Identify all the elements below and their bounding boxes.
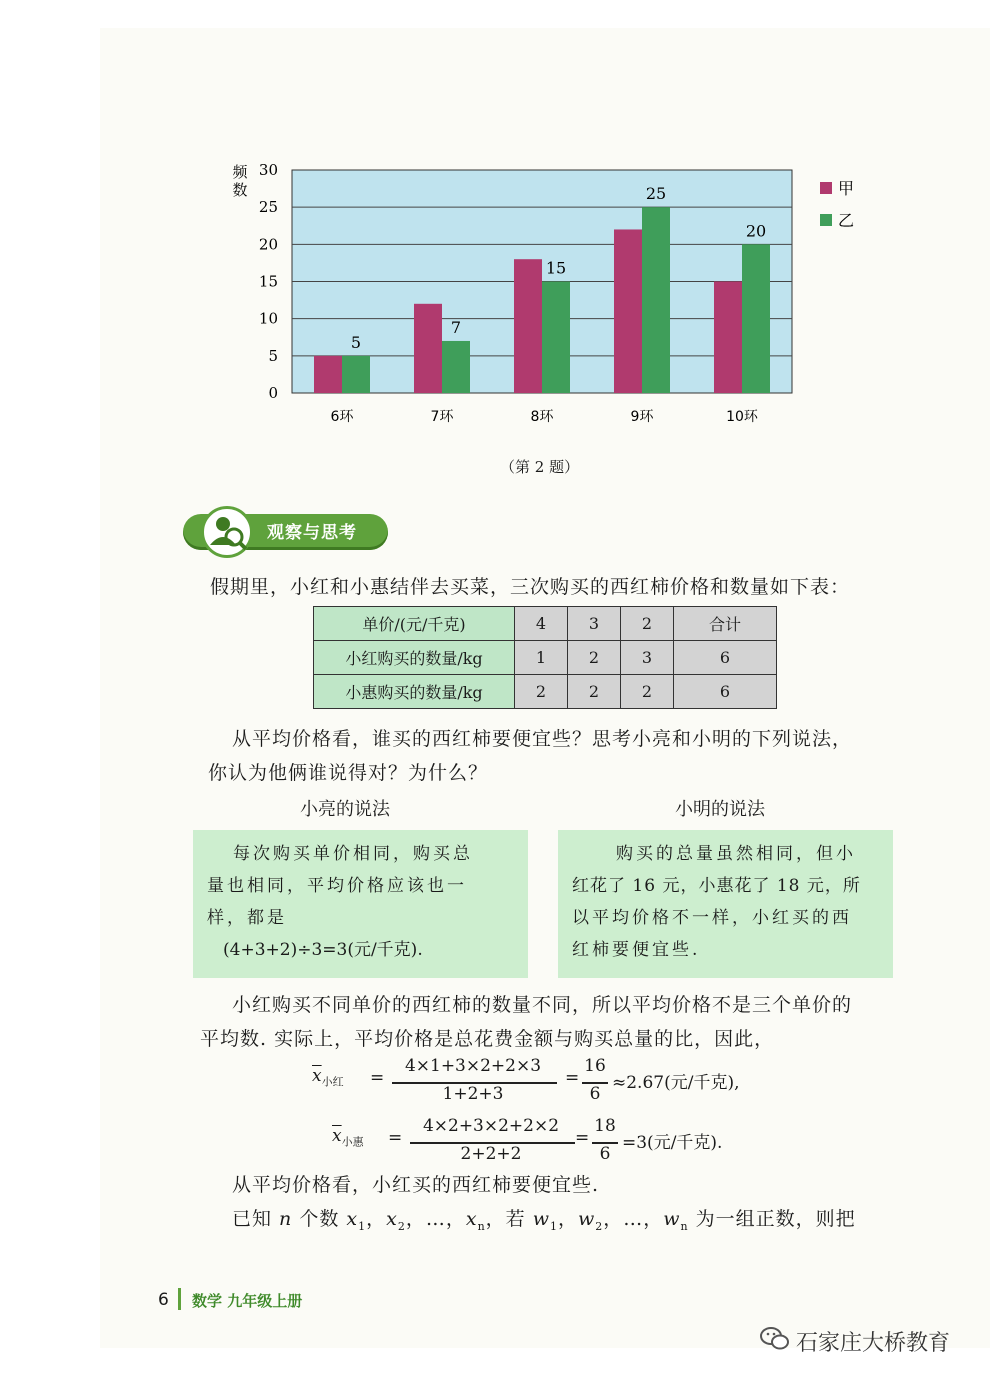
table-cell: 2 <box>621 675 674 709</box>
figure-caption: （第 2 题） <box>500 458 580 476</box>
page-number: 6 <box>158 1290 169 1310</box>
y-tick-label: 10 <box>258 309 278 328</box>
table-cell: 6 <box>674 675 777 709</box>
section-title: 观察与思考 <box>267 523 357 543</box>
bar-jia <box>314 356 342 393</box>
legend-swatch <box>820 214 832 226</box>
table-cell: 3 <box>568 607 621 641</box>
table-cell: 2 <box>515 675 568 709</box>
bar-jia <box>514 259 542 393</box>
y-axis-label: 数 <box>232 181 248 199</box>
data-label: 7 <box>450 317 462 337</box>
table-row <box>314 641 777 675</box>
numerator: 4×2+3×2+2×2 <box>422 1116 560 1136</box>
result: ≈2.67(元/千克), <box>612 1073 740 1093</box>
bar-yi <box>442 341 470 393</box>
denominator: 6 <box>599 1144 611 1164</box>
magnifier-person-icon <box>201 506 253 558</box>
bar-jia <box>714 282 742 394</box>
table-row <box>314 607 777 641</box>
table-cell: 4 <box>515 607 568 641</box>
y-tick-label: 15 <box>258 272 278 291</box>
opinion-line: 红花了 16 元，小惠花了 18 元，所 <box>572 876 861 896</box>
y-axis-label: 频 <box>232 163 248 181</box>
legend-label: 乙 <box>838 211 855 230</box>
bar-jia <box>414 304 442 393</box>
y-tick-label: 0 <box>268 384 278 402</box>
table-cell: 1 <box>515 641 568 675</box>
data-label: 20 <box>745 221 767 241</box>
legend-swatch <box>820 182 832 194</box>
mean-symbol: $\overline{x}_{小惠}$ <box>332 1126 364 1149</box>
opinion-line: 购买的总量虽然相同，但小 <box>616 844 856 864</box>
question-line-1: 从平均价格看，谁买的西红柿要便宜些？思考小亮和小明的下列说法， <box>232 728 853 750</box>
row-header: 小惠购买的数量/kg <box>314 675 515 709</box>
mean-symbol: $\overline{x}_{小红}$ <box>312 1066 344 1089</box>
y-tick-label: 5 <box>268 346 278 365</box>
table-cell: 2 <box>621 607 674 641</box>
x-tick-label: 7环 <box>430 409 454 425</box>
data-label: 15 <box>545 258 567 278</box>
result: =3(元/千克). <box>622 1133 723 1153</box>
x-tick-label: 8环 <box>530 409 554 425</box>
table-cell: 合计 <box>674 607 777 641</box>
bar-yi <box>342 356 370 393</box>
table-cell: 2 <box>568 675 621 709</box>
data-label: 5 <box>350 332 362 352</box>
x-tick-label: 10环 <box>726 409 758 425</box>
bar-yi <box>742 244 770 393</box>
table-cell: 2 <box>568 641 621 675</box>
intro-text: 假期里，小红和小惠结伴去买菜，三次购买的西红柿价格和数量如下表： <box>210 576 851 598</box>
denominator: 2+2+2 <box>460 1144 522 1164</box>
footer-divider <box>178 1288 181 1310</box>
question-line-2: 你认为他俩谁说得对？为什么？ <box>208 762 489 784</box>
numerator: 4×1+3×2+2×3 <box>404 1056 542 1076</box>
opinion-line: 量也相同，平均价格应该也一 <box>207 876 467 896</box>
opinion-box-left <box>193 830 528 978</box>
y-tick-label: 20 <box>258 235 278 254</box>
x-tick-label: 9环 <box>630 409 654 425</box>
opinion-line: 样，都是 <box>207 908 287 928</box>
opinion-box-right <box>558 830 893 978</box>
bar-yi <box>642 207 670 393</box>
explanation-line-2: 平均数. 实际上，平均价格是总花费金额与购买总量的比，因此， <box>200 1028 775 1050</box>
opinion-title-right: 小明的说法 <box>675 799 765 820</box>
bar-chart <box>220 155 870 445</box>
numerator: 16 <box>584 1056 606 1076</box>
y-tick-label: 25 <box>258 198 278 217</box>
opinion-line: 红柿要便宜些. <box>572 940 701 960</box>
denominator: 1+2+3 <box>442 1084 504 1104</box>
y-tick-label: 30 <box>258 161 278 179</box>
table-cell: 3 <box>621 641 674 675</box>
row-header: 单价/(元/千克) <box>314 607 515 641</box>
table-cell: 6 <box>674 641 777 675</box>
book-title: 数学 九年级上册 <box>192 1292 303 1310</box>
opinion-title-left: 小亮的说法 <box>300 799 390 820</box>
conclusion-text: 从平均价格看，小红买的西红柿要便宜些. <box>232 1174 600 1196</box>
bar-jia <box>614 229 642 393</box>
watermark-text: 石家庄大桥教育 <box>796 1331 951 1356</box>
denominator: 6 <box>589 1084 601 1104</box>
bar-yi <box>542 282 570 394</box>
row-header: 小红购买的数量/kg <box>314 641 515 675</box>
data-label: 25 <box>645 184 667 204</box>
table-row <box>314 675 777 709</box>
section-header <box>183 506 393 558</box>
known-text: 已知 n 个数 $x_1$，$x_2$，…，$x_n$，若 $w_1$，$w_2$，…，$w_n$ 为一组正数，则把 <box>232 1208 856 1233</box>
wechat-icon <box>760 1326 790 1356</box>
legend-label: 甲 <box>838 179 855 198</box>
opinion-line: (4+3+2)÷3=3(元/千克). <box>223 940 423 960</box>
x-tick-label: 6环 <box>330 409 354 425</box>
opinion-line: 每次购买单价相同，购买总 <box>233 844 473 864</box>
opinion-line: 以平均价格不一样，小红买的西 <box>572 908 852 928</box>
price-table <box>313 606 777 709</box>
explanation-line-1: 小红购买不同单价的西红柿的数量不同，所以平均价格不是三个单价的 <box>232 994 853 1016</box>
numerator: 18 <box>594 1116 616 1136</box>
